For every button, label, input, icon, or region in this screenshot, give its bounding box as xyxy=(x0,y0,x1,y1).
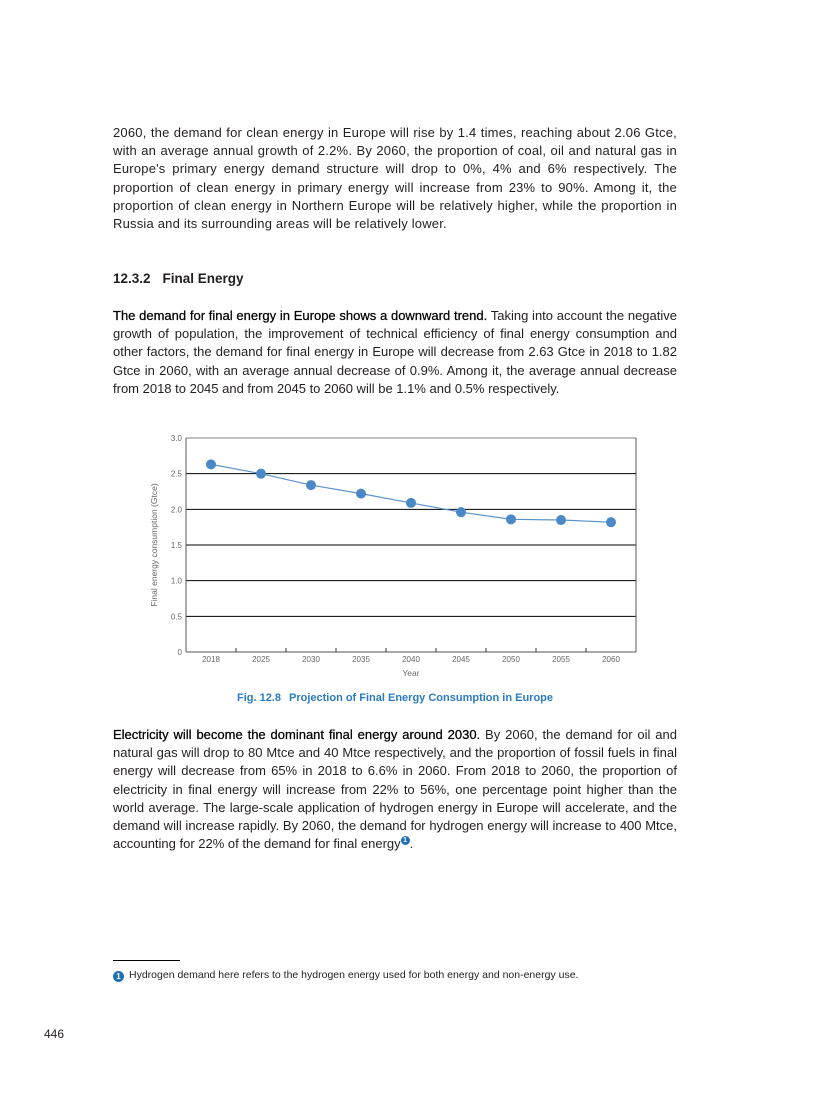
paragraph-end: . xyxy=(409,836,414,852)
line-chart xyxy=(140,425,650,690)
x-tick-label: 2055 xyxy=(552,655,570,664)
x-axis-label: Year xyxy=(402,668,420,678)
lead-sentence: The demand for final energy in Europe shows a downward trend. xyxy=(113,308,488,323)
figure-title: Projection of Final Energy Consumption in Europe xyxy=(289,692,554,704)
y-tick-label: 2.0 xyxy=(170,505,182,515)
y-tick-label: 2.5 xyxy=(170,469,182,479)
data-point xyxy=(606,517,616,527)
body-paragraph: 2060, the demand for clean energy in Europe will rise by 1.4 times, reaching about 2.06 Gtce, with an average annual growth of 2.2%. By 2060, the proportion of coal, oil and natural gas in Europe's primary energy demand structure will drop to 0%, 4% and 6% respectively. The proportion of clean energy in primary energy will increase from 23% to 90%. Among it, the proportion of clean energy in Northern Europe will be relatively higher, while the proportion in Russia and its surrounding areas will be relatively lower. xyxy=(113,125,677,232)
x-tick-label: 2035 xyxy=(352,655,370,664)
data-point xyxy=(556,515,566,525)
footnote-text: Hydrogen demand here refers to the hydrogen energy used for both energy and non-energy use. xyxy=(129,969,579,981)
body-paragraph xyxy=(113,307,677,398)
page-number: 446 xyxy=(44,1027,65,1041)
x-tick-label: 2060 xyxy=(602,655,620,664)
data-point xyxy=(506,514,516,524)
x-tick-label: 2025 xyxy=(252,655,270,664)
footnote-reference[interactable]: 1 xyxy=(401,836,410,845)
y-axis-label: Final energy consumption (Gtce) xyxy=(149,483,159,607)
section-title: Final Energy xyxy=(162,271,244,286)
y-tick-label: 0 xyxy=(177,648,182,657)
footnote-divider xyxy=(113,960,180,961)
x-tick-label: 2030 xyxy=(302,655,320,664)
y-tick-label: 1.0 xyxy=(170,576,182,586)
footnote xyxy=(113,968,578,982)
lead-sentence: Electricity will become the dominant final energy around 2030. xyxy=(113,727,481,742)
figure-caption xyxy=(0,692,790,704)
data-point xyxy=(206,459,216,469)
footnote-marker: 1 xyxy=(113,971,124,982)
data-point xyxy=(256,469,266,479)
x-tick-label: 2040 xyxy=(402,655,420,664)
section-heading xyxy=(113,271,244,286)
series-line xyxy=(211,464,611,522)
y-tick-label: 1.5 xyxy=(170,541,182,550)
body-paragraph xyxy=(113,726,677,853)
data-point xyxy=(306,480,316,490)
x-tick-label: 2045 xyxy=(452,655,470,664)
paragraph-text: Taking into account the negative growth of population, the improvement of technical efficiency of final energy consumption and other factors, the demand for final energy in Europe will decrease from 2.63 Gtce in 2018 to 1.82 Gtce in 2060, with an average annual decrease of 0.9%. Among it, the average annual decrease from 2018 to 2045 and from 2045 to 2060 will be 1.1% and 0.5% respectively. xyxy=(113,308,677,396)
paragraph-text: By 2060, the demand for oil and natural gas will drop to 80 Mtce and 40 Mtce respectively, and the proportion of fossil fuels in final energy will decrease from 65% in 2018 to 6.6% in 2060. From 2018 to 2060, the proportion of electricity in final energy will increase from 22% to 56%, one percentage point higher than the world average. The large-scale application of hydrogen energy in Europe will accelerate, and the demand will increase rapidly. By 2060, the demand for hydrogen energy will increase to 400 Mtce, accounting for 22% of the demand for final energy xyxy=(113,727,677,852)
section-number: 12.3.2 xyxy=(113,271,151,286)
data-point xyxy=(356,489,366,499)
y-tick-label: 0.5 xyxy=(170,612,182,622)
figure-number: Fig. 12.8 xyxy=(236,692,281,704)
x-tick-label: 2050 xyxy=(502,655,520,664)
y-tick-label: 3.0 xyxy=(170,434,182,443)
x-tick-label: 2018 xyxy=(202,655,220,664)
data-point xyxy=(406,498,416,508)
data-point xyxy=(456,507,466,517)
